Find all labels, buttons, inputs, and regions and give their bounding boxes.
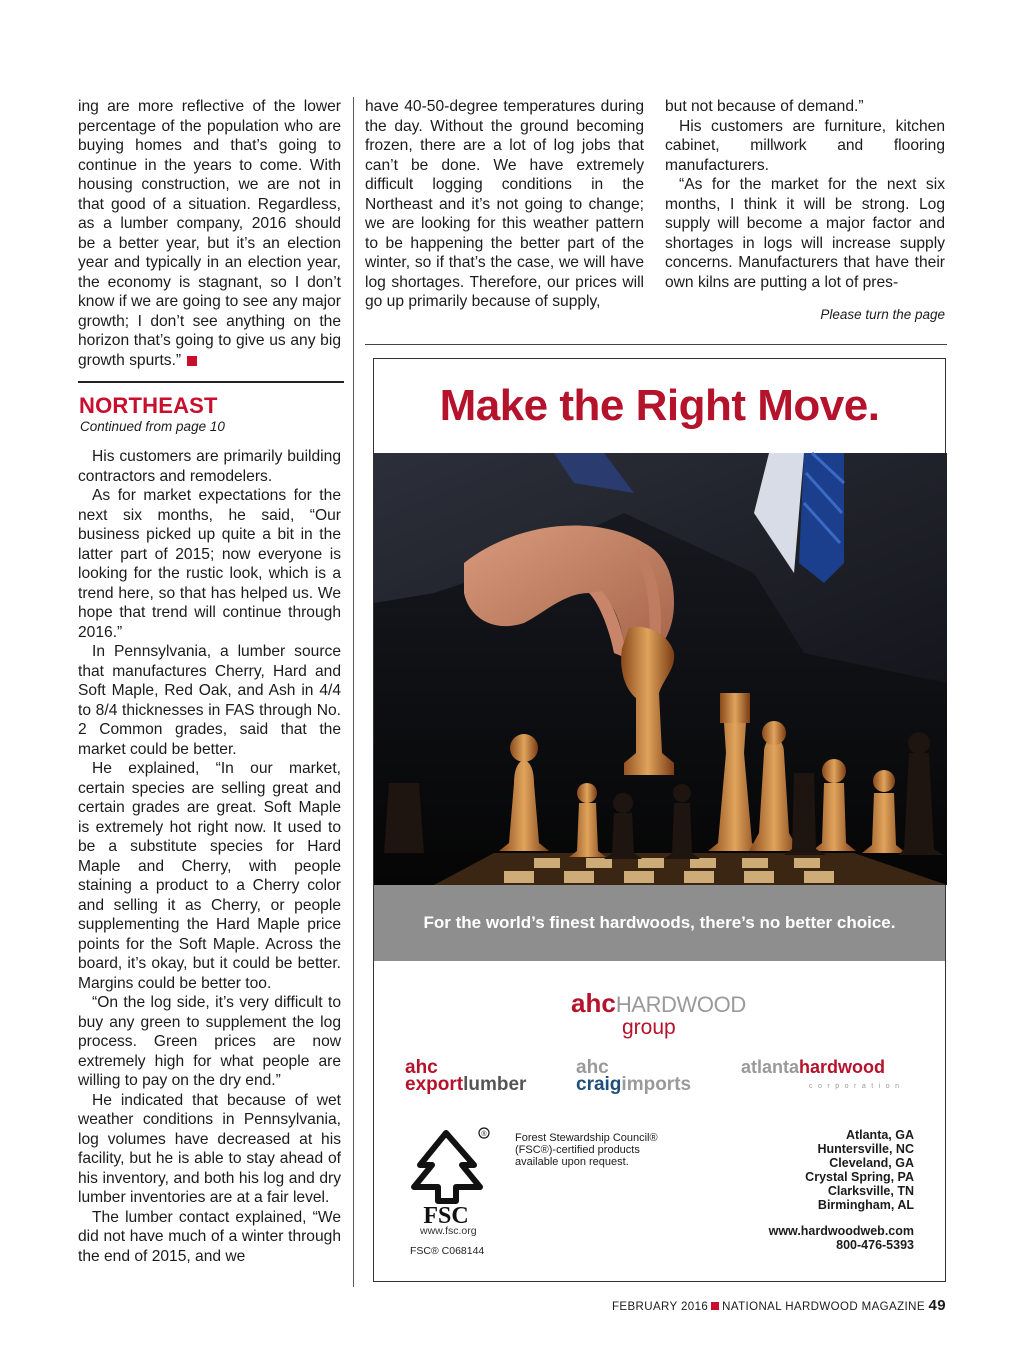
ad-tagline: For the world’s finest hardwoods, there’s no better choice. xyxy=(423,913,896,932)
fsc-logo xyxy=(404,1127,489,1227)
fsc-certification-text: Forest Stewardship Council® (FSC®)-certified products available upon request. xyxy=(515,1132,658,1168)
fsc-registered-mark: ® xyxy=(481,1131,487,1138)
paragraph: “As for the market for the next six months, I think it will be strong. Log supply will become a major factor and shortages in logs will increase supply concerns. Manufacturers that have their own kilns are putting a lot of pres- xyxy=(665,176,945,291)
ad-tagline-bar xyxy=(374,885,945,961)
paragraph: but not because of demand.” xyxy=(665,98,864,115)
location-item: Cleveland, GA xyxy=(829,1156,914,1170)
paragraph: His customers are furniture, kitchen cabinet, millwork and flooring manufacturers. xyxy=(665,117,945,174)
fsc-tree-icon xyxy=(404,1127,489,1227)
fsc-code: FSC® C068144 xyxy=(410,1245,485,1257)
location-item: Atlanta, GA xyxy=(845,1128,914,1142)
location-list xyxy=(805,1128,914,1212)
paragraph: As for market expectations for the next six months, he said, “Our business picked up quite a bit in the latter part of 2015; now everyone is looking for the rustic look, which is a trend here, so that has helped us. We hope that trend will continue through 2016.” xyxy=(78,487,341,641)
article-column-3 xyxy=(665,97,945,292)
turn-page-note: Please turn the page xyxy=(820,307,945,322)
paragraph: have 40-50-degree temperatures during the day. Without the ground becoming frozen, there are a lot of log jobs that can’t be done. We have extremely difficult logging conditions in the Northeast and it’s not going to change; we are looking for this weather pattern to be happening the better part of the winter, so if that’s the case, we will have log shortages. Therefore, our prices will go up primarily because of supply, xyxy=(365,98,644,310)
chess-illustration xyxy=(374,453,947,885)
magazine-name: NATIONAL HARDWOOD MAGAZINE xyxy=(722,1301,925,1313)
ad-top-rule xyxy=(365,344,947,345)
issue-date: FEBRUARY 2016 xyxy=(611,1301,709,1313)
page-footer xyxy=(612,1297,946,1314)
page-number: 49 xyxy=(928,1297,946,1314)
ahc-group-word: group xyxy=(622,1016,676,1039)
article-column-1-top xyxy=(78,97,341,370)
location-item: Crystal Spring, PA xyxy=(805,1170,914,1184)
fsc-mark-text: FSC xyxy=(423,1203,469,1229)
ahc-export-lumber-logo: ahc exportlumber xyxy=(405,1057,527,1095)
paragraph: The lumber contact explained, “We did not have much of a winter through the end of 2015, and we xyxy=(78,1208,341,1265)
ahc-craig-imports-logo: ahc craigimports xyxy=(576,1057,692,1095)
footer-square-icon xyxy=(711,1302,719,1310)
paragraph: ing are more reflective of the lower percentage of the population who are buying homes and that’s going to continue in the years to come. With housing construction, we are not in that good of a situation. Regardless, as a lumber company, 2016 should be a better year, but it’s an election year and typically in an election year, the economy is stagnant, so I don’t know if we are going to see any major growth; I don’t see anything on the horizon that’s going to give us any big growth spurts.” xyxy=(78,98,341,369)
atlanta-hardwood-logo: atlantahardwood corporation xyxy=(741,1057,905,1090)
paragraph: He indicated that because of wet weather conditions in Pennsylvania, log volumes have decreased at his facility, but he is able to stay ahead of his inventory, and both his log and dry lumber inventories are at a fair level. xyxy=(78,1091,341,1206)
end-mark-icon xyxy=(187,356,197,366)
fsc-url: www.fsc.org xyxy=(420,1225,477,1237)
article-column-2 xyxy=(365,97,644,312)
article-column-1-bottom xyxy=(78,447,341,1266)
section-rule xyxy=(78,381,344,383)
location-item: Clarksville, TN xyxy=(827,1184,914,1198)
paragraph: His customers are primarily building contractors and remodelers. xyxy=(78,448,341,485)
section-heading: NORTHEAST xyxy=(79,393,218,418)
location-item: Birmingham, AL xyxy=(817,1198,914,1212)
continued-from-label: Continued from page 10 xyxy=(80,419,225,434)
advertisement xyxy=(373,358,946,1282)
phone-number: 800-476-5393 xyxy=(836,1238,914,1252)
location-item: Huntersville, NC xyxy=(817,1142,914,1156)
contact-block xyxy=(769,1224,914,1252)
paragraph: In Pennsylvania, a lumber source that manufactures Cherry, Hard and Soft Maple, Red Oak, and Ash in 4/4 to 8/4 thicknesses in FAS through No. 2 Common grades, said that the market could be better. xyxy=(78,643,341,758)
chess-photo xyxy=(374,453,945,932)
column-divider xyxy=(353,97,354,1287)
website-link[interactable]: www.hardwoodweb.com xyxy=(768,1224,914,1238)
paragraph: He explained, “In our market, certain species are selling great and certain grades are great. Soft Maple is extremely hot right now. It used to be a substitute species for Hard Maple and Cherry, with people staining a product to a Cherry color and selling it as Cherry, or people supplementing the Hard Maple price points for the Soft Maple. Across the board, it’s okay, but it could be better. Margins could be better too. xyxy=(78,760,341,992)
ahc-hardwood-group-logo: ahcHARDWOOD xyxy=(571,988,746,1018)
paragraph: “On the log side, it’s very difficult to buy any green to supplement the log process. Green prices are now extremely high for what people are willing to pay on the dry end.” xyxy=(78,994,341,1089)
ad-headline: Make the Right Move. xyxy=(439,381,880,430)
